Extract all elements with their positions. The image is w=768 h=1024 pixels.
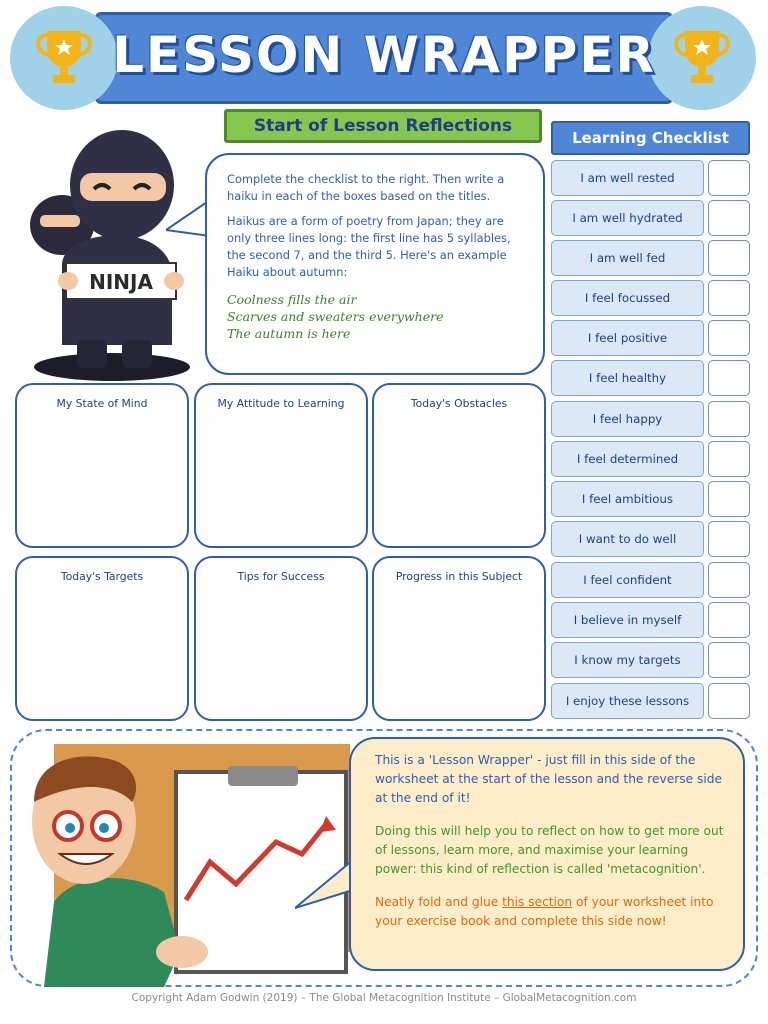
reflection-box-tips[interactable] [194, 556, 368, 721]
checklist-checkbox[interactable] [708, 280, 750, 316]
reflection-box-title: My State of Mind [56, 397, 148, 410]
instructions-paragraph-2: Haikus are a form of poetry from Japan; they are only three lines long: the first line has 5 syllables, the second 7, and the third 5. Here's an example Haiku about autumn: [227, 214, 511, 279]
copyright-footer: Copyright Adam Godwin (2019) – The Global Metacognition Institute – GlobalMetacognition.com [131, 992, 637, 1004]
checklist-row [551, 441, 750, 477]
info-paragraph-2: Doing this will help you to reflect on how to get more out of lessons, learn more, and maximise your learning power: this kind of reflection is called 'metacognition'. [375, 824, 724, 876]
checklist-label: I feel determined [551, 441, 704, 477]
instructions-paragraph-1: Complete the checklist to the right. Then write a haiku in each of the boxes based on the titles. [227, 172, 505, 203]
checklist-checkbox[interactable] [708, 683, 750, 719]
checklist-label: I feel confident [551, 562, 704, 598]
checklist-row [551, 240, 750, 276]
reflection-box-title: Today's Targets [60, 570, 144, 583]
reflection-box-attitude[interactable] [194, 383, 368, 548]
this-section-emphasis: this section [502, 895, 573, 909]
checklist-checkbox[interactable] [708, 562, 750, 598]
haiku-line: Coolness fills the air [227, 292, 357, 307]
info-bubble-tail [295, 856, 355, 916]
haiku-line: The autumn is here [227, 326, 351, 341]
start-of-lesson-banner: Start of Lesson Reflections [224, 109, 542, 143]
checklist-row [551, 521, 750, 557]
trophy-icon [29, 27, 99, 89]
checklist-checkbox[interactable] [708, 320, 750, 356]
checklist-row [551, 602, 750, 638]
lesson-wrapper-info [349, 737, 745, 971]
checklist-checkbox[interactable] [708, 441, 750, 477]
checklist-row [551, 562, 750, 598]
checklist-checkbox[interactable] [708, 240, 750, 276]
reflection-box-title: Progress in this Subject [395, 570, 523, 583]
haiku-line: Scarves and sweaters everywhere [227, 309, 444, 324]
checklist-row [551, 160, 750, 196]
reflection-box-progress[interactable] [372, 556, 546, 721]
haiku-instructions [205, 153, 545, 375]
checklist-label: I feel ambitious [551, 481, 704, 517]
checklist-checkbox[interactable] [708, 360, 750, 396]
checklist-checkbox[interactable] [708, 200, 750, 236]
checklist-row [551, 360, 750, 396]
speech-bubble-tail [166, 196, 210, 240]
checklist-label: I feel positive [551, 320, 704, 356]
checklist-row [551, 280, 750, 316]
checklist-label: I know my targets [551, 642, 704, 678]
checklist-row [551, 683, 750, 719]
reflection-box-targets[interactable] [15, 556, 189, 721]
checklist-row [551, 200, 750, 236]
info-paragraph-3 [375, 893, 729, 931]
example-haiku [227, 291, 529, 342]
reflection-box-state-of-mind[interactable] [15, 383, 189, 548]
checklist-label: I feel healthy [551, 360, 704, 396]
ninja-illustration [22, 115, 202, 385]
checklist-label: I feel happy [551, 401, 704, 437]
page-title: LESSON WRAPPER [112, 26, 656, 84]
reflection-box-title: Tips for Success [237, 570, 325, 583]
checklist-checkbox[interactable] [708, 401, 750, 437]
checklist-label: I am well rested [551, 160, 704, 196]
info-text: Neatly fold and glue [375, 895, 503, 909]
trophy-icon [667, 27, 737, 89]
info-paragraph-1: This is a 'Lesson Wrapper' - just fill in this side of the worksheet at the start of the lesson and the reverse side at the end of it! [375, 753, 722, 805]
checklist-label: I want to do well [551, 521, 704, 557]
checklist-label: I am well hydrated [551, 200, 704, 236]
checklist-checkbox[interactable] [708, 160, 750, 196]
checklist-checkbox[interactable] [708, 481, 750, 517]
checklist-row [551, 320, 750, 356]
checklist-label: I believe in myself [551, 602, 704, 638]
checklist-row [551, 481, 750, 517]
info-text: of your worksheet into your exercise book and complete this side now! [375, 895, 714, 928]
checklist-row [551, 642, 750, 678]
checklist-checkbox[interactable] [708, 642, 750, 678]
checklist-checkbox[interactable] [708, 602, 750, 638]
ninja-sign-text: NINJA [89, 270, 153, 294]
checklist-row [551, 401, 750, 437]
reflection-box-obstacles[interactable] [372, 383, 546, 548]
reflection-box-title: My Attitude to Learning [217, 397, 345, 410]
checklist-checkbox[interactable] [708, 521, 750, 557]
learning-checklist-title: Learning Checklist [551, 121, 750, 155]
checklist-label: I enjoy these lessons [551, 683, 704, 719]
checklist-label: I am well fed [551, 240, 704, 276]
checklist-label: I feel focussed [551, 280, 704, 316]
reflection-box-title: Today's Obstacles [410, 397, 508, 410]
